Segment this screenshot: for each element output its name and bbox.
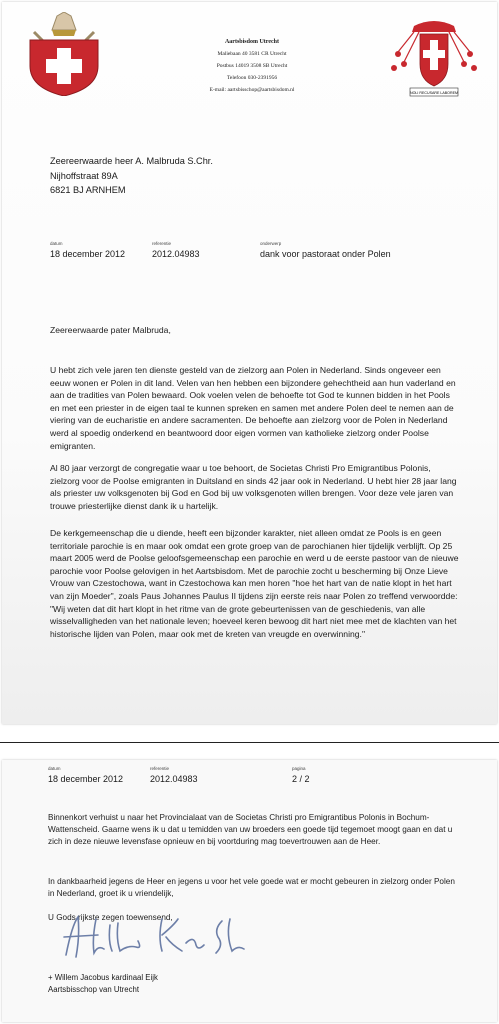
date-label: datum	[50, 241, 63, 246]
archdiocese-crest-icon	[24, 12, 104, 96]
org-name: Aartsbisdom Utrecht	[224, 39, 280, 45]
handwritten-signature-icon	[58, 905, 258, 965]
reference-label: referentie	[150, 766, 170, 771]
addressee-line: 6821 BJ ARNHEM	[50, 185, 126, 195]
signatory-name: + Willem Jacobus kardinaal Eijk	[48, 973, 158, 982]
signatory-block	[48, 972, 158, 996]
page-label: pagina	[292, 766, 306, 771]
subject-value: dank voor pastoraat onder Polen	[260, 249, 391, 259]
addressee-line: Nijhoffstraat 89A	[50, 170, 118, 181]
subject-label: onderwerp	[260, 241, 282, 246]
addressee-block	[50, 154, 213, 198]
reference-value: 2012.04983	[150, 774, 198, 784]
date-value: 18 december 2012	[50, 249, 126, 259]
cardinal-coat-of-arms-icon	[384, 12, 484, 98]
reference-label: referentie	[152, 241, 172, 246]
paragraph-2: Al 80 jaar verzorgt de congregatie waar u toe behoort, de Societas Christi Pro Emigrantibus Polonis, zielzorg voor de Poolse emigranten in Duitsland en sinds 42 jaar ook in Nederland. U hebt hier 28 jaar lang als priester uw volksgenoten bij God en God bij uw volksgenoten willen brengen. Voor deze vele jaren van trouwe priesterlijke dienst dank ik u hartelijk.	[50, 463, 457, 511]
motto-banner: NOLI RECUSARE LABOREM	[410, 91, 458, 95]
date-value: 18 december 2012	[48, 774, 124, 784]
letterhead-line: Telefoon 030-2391956	[226, 75, 278, 81]
closing-line: U Gods rijkste zegen toewensend,	[48, 913, 173, 922]
page-number: 2 / 2	[292, 774, 310, 784]
page-separator	[0, 742, 499, 743]
date-label: datum	[48, 766, 61, 771]
salutation: Zeereerwaarde pater Malbruda,	[50, 325, 171, 335]
paragraph-1: U hebt zich vele jaren ten dienste gesteld van de zielzorg aan Polen in Nederland. Sinds ongeveer een eeuw wonen er Polen in dit land. Velen van hen hebben een bijzondere gehechtheid aan hun vaderland en aan de tradities van Polen bewaard. Ook voelen velen de behoefte tot God te kunnen bidden in het Pools en met een priester in de eigen taal te kunnen spreken en samen met andere Polen deel te nemen aan de viering van de eucharistie en andere sacramenten. De behoefte aan zielzorg voor de Polen in Nederland werd al spoedig onderkend en beantwoord door eigen vormen van katholieke zielzorg onder Poolse emigranten.	[50, 365, 456, 451]
reference-value: 2012.04983	[152, 249, 200, 259]
letterhead-line: Postbus 14019 3508 SB Utrecht	[216, 63, 288, 69]
letter-page-1	[2, 2, 497, 724]
paragraph-4: Binnenkort verhuist u naar het Provincialaat van de Societas Christi pro Emigrantibus Polonis in Bochum-Wattenscheid. Gaarne wens ik u dat u temidden van uw broeders een goede tijd tegemoet moogt gaan en dat u zich in deze nieuwe levensfase opnieuw en bij voortduring mag toevertrouwen aan de Heer.	[48, 813, 453, 847]
signatory-title: Aartsbisschop van Utrecht	[48, 985, 140, 994]
letterhead-line: E-mail: aartsbisschop@aartsbisdom.nl	[209, 87, 295, 93]
paragraph-3: De kerkgemeenschap die u diende, heeft een bijzonder karakter, niet alleen omdat ze Pools is en geen territoriale parochie is en maar ook omdat een grote groep van de parochianen hier tijdelijk verblijft. Op 25 maart 2005 werd de Poolse geloofsgemeenschap een parochie en werd u de eerste pastoor van de nieuwe parochie voor Poolse gelovigen in het Aartsbisdom. Met de parochie zocht u bescherming bij Onze Lieve Vrouw van Czestochowa, want in Czestochowa kan men horen "hoe het hart van de natie klopt in het hart van zijn Moeder", zoals Paus Johannes Paulus II tijdens zijn eerste reis naar Polen zo treffend verwoordde: "Wij weten dat dit hart klopt in het ritme van de grote gebeurtenissen van de geschiedenis, van alle wisselvalligheden van het nationale leven; hoeveel keren bewoog dit hart niet mee met de klachten van het historische lijden van Polen, maar ook met de kreten van vreugde en overwinning."	[50, 528, 459, 639]
paragraph-5: In dankbaarheid jegens de Heer en jegens u voor het vele goede wat er mocht gebeuren in zielzorg onder Polen in Nederland, groet ik u vriendelijk,	[48, 877, 455, 899]
letterhead-line: Maliebaan 40 3581 CR Utrecht	[217, 51, 287, 57]
letterhead	[177, 36, 327, 96]
addressee-line: Zeereerwaarde heer A. Malbruda S.Chr.	[50, 156, 213, 166]
